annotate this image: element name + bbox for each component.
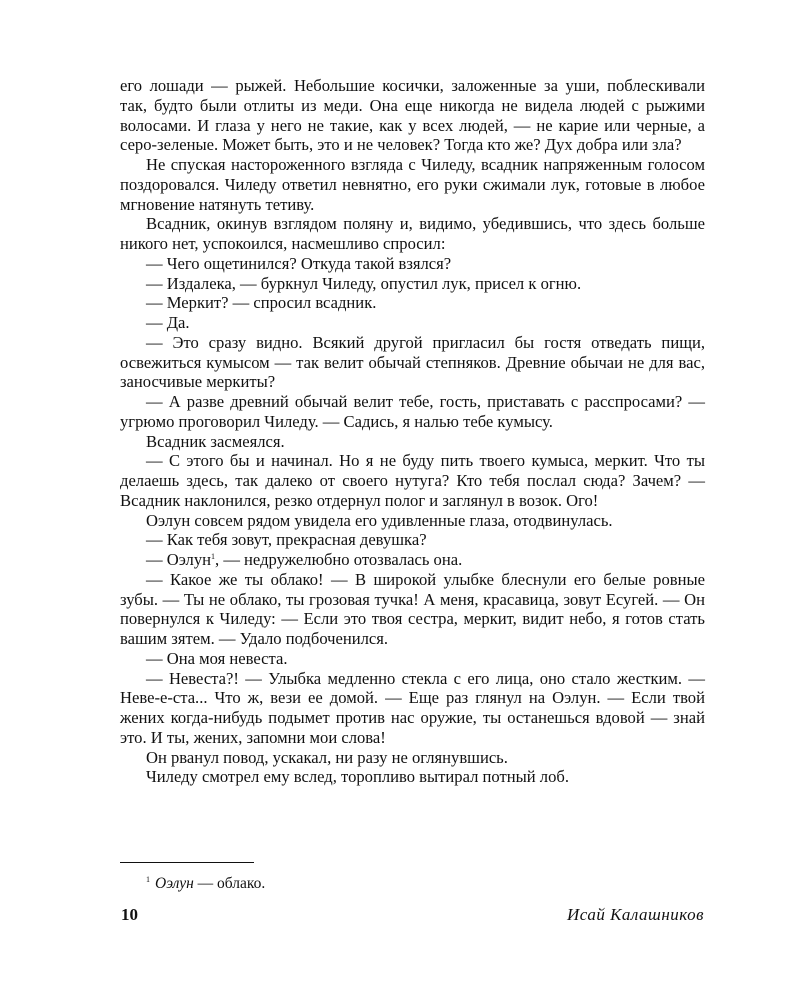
- paragraph: [120, 76, 705, 155]
- paragraph-text: — Да.: [146, 313, 190, 332]
- paragraph-text: — Какое же ты облако! — В широкой улыбке блеснули его белые ровные зубы. — Ты не облако, ты грозовая тучка! А меня, красавица, зовут Есугей. — Он повернулся к Чиледу: — Если это твоя сестра, меркит, видит небо, я готов стать вашим зятем. — Удало подбоченился.: [120, 569, 705, 648]
- paragraph: [120, 333, 705, 392]
- paragraph: [120, 392, 705, 432]
- paragraph-text: — Издалека, — буркнул Чиледу, опустил лук, присел к огню.: [146, 273, 582, 293]
- paragraph-text: Оэлун совсем рядом увидела его удивленные глаза, отодвинулась.: [146, 510, 613, 530]
- paragraph-text: — Меркит? — спросил всадник.: [146, 293, 377, 313]
- paragraph: [120, 649, 705, 669]
- paragraph-text: — Это сразу видно. Всякий другой пригласил бы гостя отведать пищи, освежиться кумысом — так велит обычай степняков. Древние обычаи не для вас, заносчивые меркиты?: [120, 332, 705, 392]
- footnote-divider: [120, 862, 254, 863]
- paragraph: [120, 214, 705, 254]
- paragraph-text: Всадник, окинув взглядом поляну и, видимо, убедившись, что здесь больше никого нет, успокоился, насмешливо спросил:: [120, 214, 705, 253]
- paragraph: [120, 293, 705, 313]
- paragraph-text: — С этого бы и начинал. Но я не буду пить твоего кумыса, меркит. Что ты делаешь здесь, так далеко от своего нутуга? Кто тебя послал сюда? Зачем? — Всадник наклонился, резко отдернул полог и заглянул в возок. Ого!: [120, 451, 705, 510]
- main-text: [120, 76, 705, 787]
- paragraph-text: — Невеста?! — Улыбка медленно стекла с его лица, оно стало жестким. — Неве-е-ста... Что ж, вези ее домой. — Еще раз глянул на Оэлун. — Если твой жених когда-нибудь подымет против нас оружие, ты останешься вдовой — знай это. И ты, жених, запомни мои слова!: [120, 668, 705, 747]
- footnote-mark: 1: [146, 875, 150, 884]
- page-body: [120, 76, 705, 787]
- footnote-term: Оэлун: [155, 875, 194, 892]
- paragraph-text: — Чего ощетинился? Откуда такой взялся?: [146, 253, 452, 273]
- paragraph: [120, 550, 705, 570]
- paragraph: [120, 748, 705, 768]
- paragraph-text: Не спуская настороженного взгляда с Чиледу, всадник напряженным голосом поздоровался. Чиледу ответил невнятно, его руки сжимали лук, готовые в любое мгновение натянуть тетиву.: [120, 155, 705, 214]
- paragraph: [120, 767, 705, 787]
- paragraph-text: Всадник засмеялся.: [146, 431, 285, 451]
- paragraph-text: — А разве древний обычай велит тебе, гость, приставать с расспросами? — угрюмо проговорил Чиледу. — Садись, я налью тебе кумысу.: [120, 392, 705, 431]
- paragraph: [120, 451, 705, 510]
- paragraph-text-continued: , — недружелюбно отозвалась она.: [215, 550, 463, 569]
- paragraph: [120, 274, 705, 294]
- footnote-definition: — облако.: [193, 875, 266, 892]
- page-number: 10: [121, 905, 138, 924]
- paragraph-text: — Она моя невеста.: [146, 648, 288, 668]
- paragraph: [120, 530, 705, 550]
- running-footer-author: Исай Калашников: [567, 905, 704, 924]
- footnote-reference: 1: [211, 552, 216, 561]
- paragraph: [120, 511, 705, 531]
- paragraph-text: Он рванул повод, ускакал, ни разу не оглянувшись.: [146, 747, 508, 767]
- paragraph: [120, 254, 705, 274]
- paragraph: [120, 432, 705, 452]
- paragraph-text: Чиледу смотрел ему вслед, торопливо вытирал потный лоб.: [146, 767, 569, 787]
- paragraph-text: — Оэлун: [146, 550, 212, 569]
- paragraph: [120, 669, 705, 748]
- paragraph: [120, 570, 705, 649]
- paragraph: [120, 155, 705, 214]
- paragraph-text: — Как тебя зовут, прекрасная девушка?: [146, 530, 427, 550]
- paragraph-text: его лошади — рыжей. Небольшие косички, заложенные за уши, поблескивали так, будто были отлиты из меди. Она еще никогда не видела людей с рыжими волосами. И глаза у него не такие, как у всех людей, — не карие или черные, а серо-зеленые. Может быть, это и не человек? Тогда кто же? Дух добра или зла?: [120, 76, 705, 155]
- footnote: [146, 871, 265, 893]
- paragraph: [120, 313, 705, 333]
